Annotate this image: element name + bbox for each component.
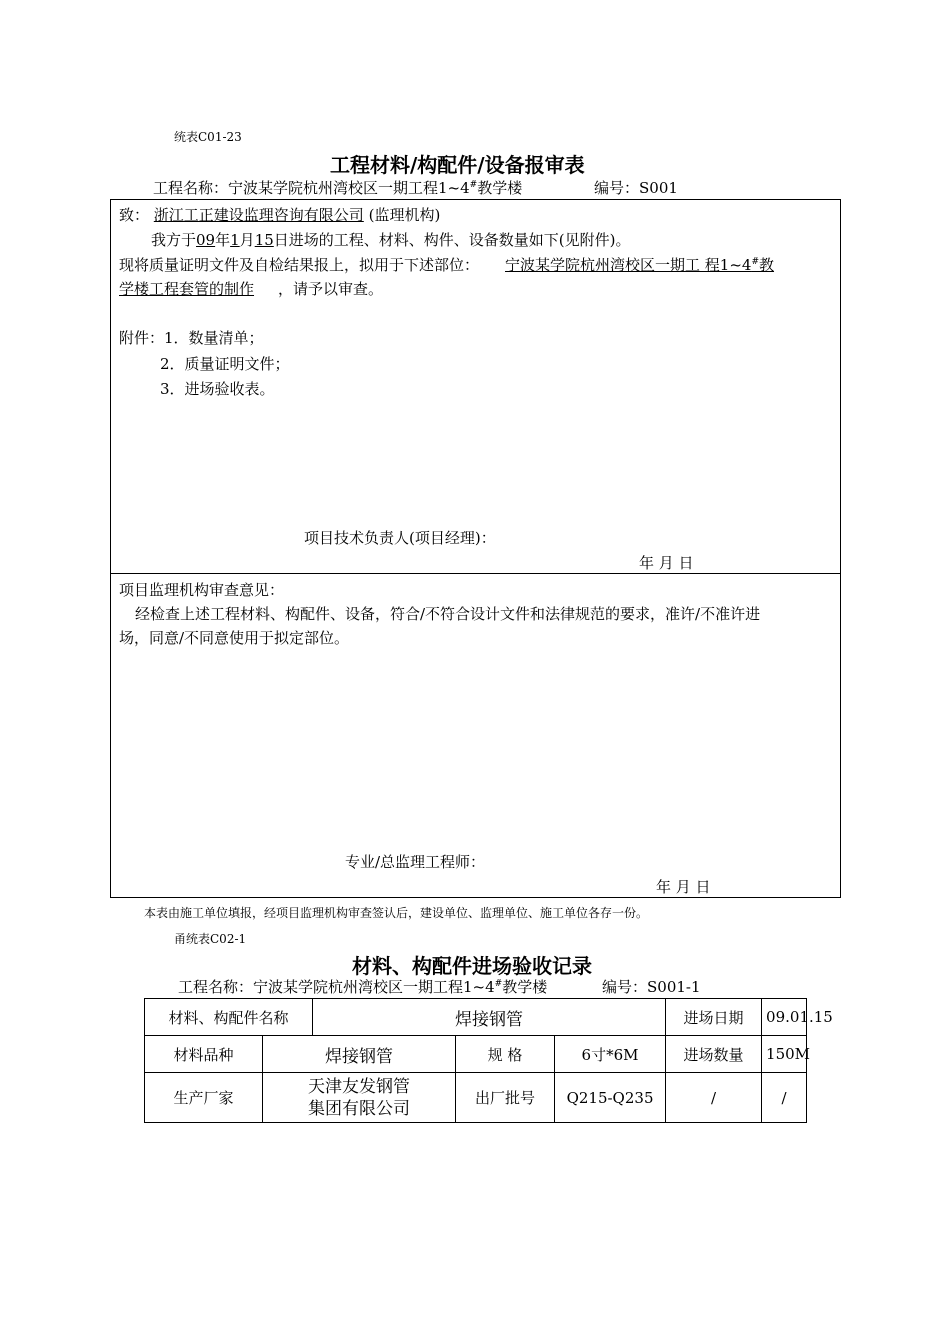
entry-line: 我方于09年1月15日进场的工程、材料、构件、设备数量如下(见附件)。: [151, 231, 631, 249]
acceptance-table: [144, 998, 833, 1123]
review-text-2: 场，同意/不同意使用于拟定部位。: [119, 629, 350, 647]
attachment-1: 附件：1．数量清单；: [119, 329, 264, 347]
usage-location: 宁波某学院杭州湾校区一期工 程1~4#教: [505, 256, 775, 274]
signer-label: 项目技术负责人(项目经理)：: [304, 529, 496, 547]
recipient-line: 致： 浙江工正建设监理咨询有限公司 (监理机构): [119, 206, 441, 224]
form2-code: 甬统表C02-1: [174, 932, 247, 946]
quantity-label: 进场数量: [666, 1036, 762, 1073]
entry-date-label: 进场日期: [666, 999, 762, 1036]
project-name: 工程名称：宁波某学院杭州湾校区一期工程1~4#教学楼: [153, 179, 523, 197]
batch-label: 出厂批号: [456, 1073, 555, 1123]
form-code: 统表C01-23: [174, 130, 242, 144]
review-date: 年 月 日: [656, 878, 711, 896]
quantity-value: 150M: [762, 1036, 807, 1073]
batch-value: Q215-Q235: [555, 1073, 666, 1123]
table-row: [145, 999, 807, 1036]
form-number: 编号：S001: [594, 179, 678, 197]
attachment-2: 2．质量证明文件；: [160, 355, 290, 373]
report-line-2: 学楼工程套管的制作 ，请予以审查。: [119, 280, 384, 298]
spec-value: 6寸*6M: [555, 1036, 666, 1073]
footnote: 本表由施工单位填报，经项目监理机构审查签认后，建设单位、监理单位、施工单位各存一份。: [144, 906, 649, 920]
form2-number: 编号：S001-1: [602, 978, 701, 996]
review-text-1: 经检查上述工程材料、构配件、设备，符合/不符合设计文件和法律规范的要求，准许/不准许进: [135, 605, 761, 623]
material-name-value: 焊接钢管: [313, 999, 666, 1036]
recipient-name: 浙江工正建设监理咨询有限公司: [153, 206, 364, 224]
manufacturer-label: 生产厂家: [145, 1073, 263, 1123]
material-name-label: 材料、构配件名称: [145, 999, 313, 1036]
table-row: [145, 1036, 807, 1073]
form2-project-name: 工程名称：宁波某学院杭州湾校区一期工程1~4#教学楼: [178, 978, 548, 996]
entry-date-value: 09.01.15: [762, 999, 807, 1036]
form-title: 工程材料/构配件/设备报审表: [330, 153, 585, 177]
sign-date: 年 月 日: [639, 554, 694, 572]
engineer-label: 专业/总监理工程师：: [345, 853, 486, 871]
form-box: [110, 199, 841, 898]
material-type-label: 材料品种: [145, 1036, 263, 1073]
material-type-value: 焊接钢管: [263, 1036, 456, 1073]
manufacturer-value: 天津友发钢管 集团有限公司: [263, 1073, 456, 1123]
table-row: [145, 1073, 807, 1123]
section-divider: [110, 573, 841, 574]
report-line: 现将质量证明文件及自检结果报上，拟用于下述部位： 宁波某学院杭州湾校区一期工 程1~4#教: [119, 256, 775, 274]
review-heading: 项目监理机构审查意见：: [119, 581, 285, 599]
cell-slash-2: /: [762, 1073, 807, 1123]
form2-title: 材料、构配件进场验收记录: [352, 954, 592, 978]
spec-label: 规 格: [456, 1036, 555, 1073]
attachment-3: 3．进场验收表。: [160, 380, 275, 398]
cell-slash-1: /: [666, 1073, 762, 1123]
